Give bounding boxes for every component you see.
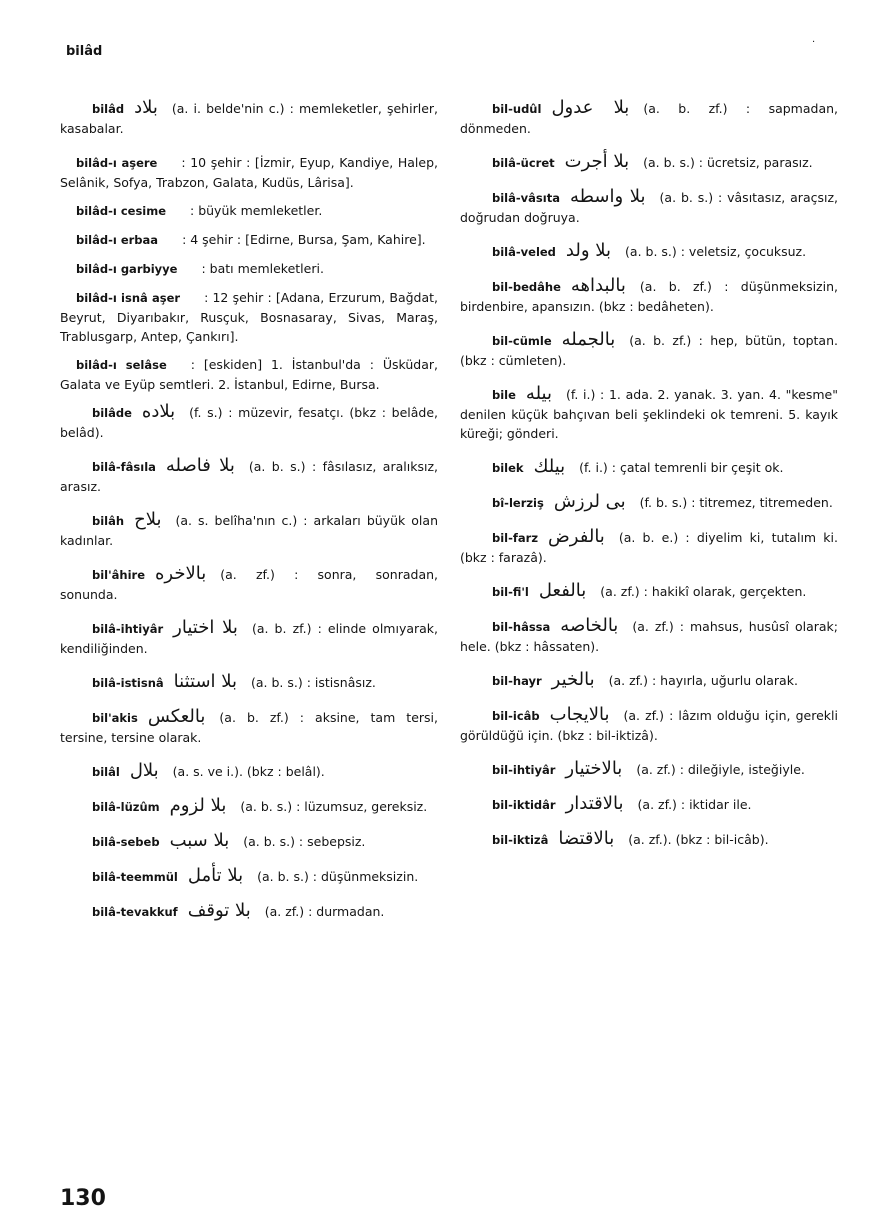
- dictionary-entry: [460, 492, 838, 513]
- entry-definition: (a. zf.). (bkz : bil-icâb).: [628, 832, 769, 847]
- running-head: bilâd: [66, 44, 103, 59]
- entry-headword: bilâd-ı erbaa: [76, 233, 159, 247]
- entry-arabic-script: بلا لزوم: [169, 795, 227, 816]
- entry-headword: bil-udûl: [492, 102, 542, 116]
- dictionary-entry: [60, 866, 438, 887]
- entry-definition: (a. b. zf.) : aksine, tam tersi, tersine, tersine olarak.: [60, 710, 438, 745]
- entry-definition: (a. b. zf.) : elinde olmıyarak, kendiliğinden.: [60, 621, 439, 656]
- entry-definition: (a. b. s.) : fâsılasız, aralıksız, arasız.: [60, 459, 438, 494]
- dictionary-entry: [460, 276, 838, 316]
- entry-definition: (a. b. s.) : düşünmeksizin.: [257, 869, 419, 884]
- dictionary-entry: [60, 707, 438, 747]
- entry-arabic-script: بلا ولد: [565, 240, 612, 261]
- dictionary-entry: [460, 98, 838, 138]
- entry-headword: bilâ-ücret: [492, 156, 555, 170]
- dictionary-entry: [60, 229, 438, 250]
- entry-headword: bilâ-sebeb: [92, 835, 160, 849]
- entry-arabic-script: بلا فاصله: [165, 455, 235, 476]
- entry-definition: (a. zf.) : lâzım olduğu için, gerekli görüldüğü için. (bkz : bil-iktizâ).: [460, 708, 838, 743]
- dictionary-entry: [60, 901, 438, 922]
- entry-definition: (a. b. s.) : vâsıtasız, araçsız, doğrudan doğruya.: [460, 190, 838, 225]
- entry-headword: bilâde: [92, 406, 132, 420]
- left-column: [60, 98, 438, 936]
- dictionary-entry: [460, 527, 838, 567]
- speck-mark: .: [812, 34, 816, 45]
- entry-headword: bil-ihtiyâr: [492, 763, 556, 777]
- entry-headword: bil-bedâhe: [492, 280, 561, 294]
- entry-definition: (a. b. s.) : lüzumsuz, gereksiz.: [240, 799, 428, 814]
- entry-definition: (a. s. ve i.). (bkz : belâl).: [172, 764, 325, 779]
- entry-arabic-script: بلا اختيار: [173, 617, 238, 638]
- entry-definition: (f. i.) : çatal temrenli bir çeşit ok.: [579, 460, 784, 475]
- entry-arabic-script: بيله: [525, 383, 552, 404]
- entry-definition: (f. s.) : müzevir, fesatçı. (bkz : belâde, belâd).: [60, 405, 438, 440]
- dictionary-entry: [460, 152, 838, 173]
- dictionary-entry: [60, 402, 438, 442]
- entry-headword: bilâl: [92, 765, 120, 779]
- dictionary-entry: [60, 761, 438, 782]
- entry-arabic-script: بلا أجرت: [564, 151, 630, 172]
- dictionary-entry: [60, 672, 438, 693]
- dictionary-entry: [60, 258, 438, 279]
- entry-definition: (a. zf.) : hakikî olarak, gerçekten.: [600, 584, 807, 599]
- entry-definition: : büyük memleketler.: [190, 203, 323, 218]
- entry-definition: : [eskiden] 1. İstanbul'da : Üsküdar, Galata ve Eyüp semtleri. 2. İstanbul, Edirne, Bursa.: [60, 357, 438, 392]
- entry-arabic-script: بالايجاب: [549, 704, 610, 725]
- dictionary-entry: [60, 564, 438, 604]
- entry-definition: (a. b. s.) : ücretsiz, parasız.: [643, 155, 813, 170]
- entry-arabic-script: بالفعل: [538, 580, 587, 601]
- entry-headword: bilâd-ı garbiyye: [76, 262, 178, 276]
- entry-arabic-script: بلا استثنا: [173, 671, 238, 692]
- entry-arabic-script: بالبداهه: [570, 275, 626, 296]
- dictionary-entry: [460, 581, 838, 602]
- entry-headword: bilâ-lüzûm: [92, 800, 160, 814]
- entry-headword: bil-fi'l: [492, 585, 529, 599]
- entry-headword: bilâd-ı cesime: [76, 204, 167, 218]
- entry-arabic-script: بالاقتضا: [558, 828, 615, 849]
- entry-arabic-script: بالاختيار: [565, 758, 623, 779]
- entry-headword: bil'akis: [92, 711, 138, 725]
- entry-headword: bilâh: [92, 514, 125, 528]
- dictionary-entry: [60, 200, 438, 221]
- entry-arabic-script: بلا سبب: [169, 830, 230, 851]
- dictionary-entry: [460, 616, 838, 656]
- entry-headword: bilâ-veled: [492, 245, 556, 259]
- entry-definition: (a. b. s.) : veletsiz, çocuksuz.: [625, 244, 807, 259]
- entry-definition: (a. b. s.) : istisnâsız.: [251, 675, 376, 690]
- entry-headword: bile: [492, 388, 516, 402]
- entry-headword: bilâd-ı aşere: [76, 156, 158, 170]
- dictionary-entry: [460, 187, 838, 227]
- dictionary-entry: [460, 384, 838, 443]
- entry-headword: bilâd: [92, 102, 125, 116]
- entry-definition: : 4 şehir : [Edirne, Bursa, Şam, Kahire].: [182, 232, 426, 247]
- entry-headword: bilâ-ihtiyâr: [92, 622, 164, 636]
- dictionary-entry: [460, 330, 838, 370]
- entry-definition: (a. b. zf.) : hep, bütün, toptan. (bkz : cümleten).: [460, 333, 838, 368]
- dictionary-entry: [460, 457, 838, 478]
- entry-headword: bilâ-fâsıla: [92, 460, 156, 474]
- entry-definition: (a. b. e.) : diyelim ki, tutalım ki. (bkz : farazâ).: [460, 530, 838, 565]
- entry-arabic-script: بالخير: [551, 669, 595, 690]
- dictionary-entry: [60, 796, 438, 817]
- entry-definition: (f. b. s.) : titremez, titremeden.: [639, 495, 833, 510]
- dictionary-entry: [460, 759, 838, 780]
- entry-definition: (a. zf.) : mahsus, husûsî olarak; hele. (bkz : hâssaten).: [460, 619, 838, 654]
- entry-arabic-script: بالفرض: [548, 526, 605, 547]
- dictionary-entry: [60, 510, 438, 550]
- entry-headword: bil-iktidâr: [492, 798, 556, 812]
- entry-definition: (a. zf.) : sonra, sonradan, sonunda.: [60, 567, 438, 602]
- entry-definition: (a. b. zf.) : düşünmeksizin, birdenbire, apansızın. (bkz : bedâheten).: [460, 279, 838, 314]
- dictionary-entry: [60, 618, 438, 658]
- entry-definition: (f. i.) : 1. ada. 2. yanak. 3. yan. 4. "kesme" denilen küçük bahçıvan beli şeklindeki ok temreni. 5. kayık küreği; gönderi.: [460, 387, 838, 441]
- entry-arabic-script: بالعكس: [147, 706, 206, 727]
- entry-arabic-script: بى لرزش: [553, 491, 626, 512]
- entry-definition: (a. b. s.) : sebepsiz.: [243, 834, 366, 849]
- entry-arabic-script: بالاقتدار: [565, 793, 624, 814]
- entry-arabic-script: بلاح: [134, 509, 162, 530]
- entry-headword: bilâd-ı selâse: [76, 358, 167, 372]
- dictionary-entry: [60, 831, 438, 852]
- entry-arabic-script: بالاخره: [155, 563, 207, 584]
- entry-arabic-script: بلال: [129, 760, 159, 781]
- entry-definition: (a. zf.) : dileğiyle, isteğiyle.: [636, 762, 805, 777]
- entry-arabic-script: بلاد: [134, 97, 158, 118]
- entry-headword: bilâd-ı isnâ aşer: [76, 291, 181, 305]
- entry-arabic-script: بالجمله: [561, 329, 616, 350]
- entry-headword: bil-cümle: [492, 334, 552, 348]
- dictionary-entry: [60, 152, 438, 192]
- entry-arabic-script: بلا واسطه: [569, 186, 646, 207]
- entry-arabic-script: بالخاصه: [560, 615, 619, 636]
- dictionary-entry: [460, 670, 838, 691]
- entry-headword: bil-icâb: [492, 709, 540, 723]
- dictionary-entry: [460, 829, 838, 850]
- dictionary-entry: [60, 287, 438, 346]
- entry-definition: (a. zf.) : iktidar ile.: [637, 797, 752, 812]
- entry-arabic-script: بلا عدول: [551, 97, 630, 118]
- entry-headword: bilek: [492, 461, 524, 475]
- entry-definition: (a. s. belîha'nın c.) : arkaları büyük olan kadınlar.: [60, 513, 438, 548]
- entry-definition: : 10 şehir : [İzmir, Eyup, Kandiye, Halep, Selânik, Sofya, Trabzon, Galata, Kudüs, Lârisa].: [60, 155, 438, 190]
- entry-definition: : batı memleketleri.: [201, 261, 324, 276]
- dictionary-entry: [60, 456, 438, 496]
- entry-headword: bî-lerziş: [492, 496, 544, 510]
- entry-arabic-script: بلاده: [141, 401, 176, 422]
- entry-definition: (a. i. belde'nin c.) : memleketler, şehirler, kasabalar.: [60, 101, 438, 136]
- entry-definition: : 12 şehir : [Adana, Erzurum, Bağdat, Beyrut, Diyarıbakır, Rusçuk, Bosnasaray, Sivas, Maraş, Trablusgarp, Antep, Çankırı].: [60, 290, 439, 344]
- dictionary-entry: [60, 98, 438, 138]
- page-number: 130: [60, 1186, 106, 1211]
- entry-headword: bil'âhire: [92, 568, 145, 582]
- entry-headword: bil-iktizâ: [492, 833, 549, 847]
- dictionary-entry: [460, 794, 838, 815]
- entry-arabic-script: بيلك: [533, 456, 566, 477]
- entry-arabic-script: بلا توقف: [187, 900, 251, 921]
- entry-arabic-script: بلا تأمل: [187, 865, 244, 886]
- dictionary-entry: [60, 354, 438, 394]
- entry-headword: bilâ-istisnâ: [92, 676, 164, 690]
- dictionary-entry: [460, 705, 838, 745]
- entry-headword: bil-hâssa: [492, 620, 551, 634]
- entry-headword: bilâ-tevakkuf: [92, 905, 178, 919]
- dictionary-entry: [460, 241, 838, 262]
- entry-definition: (a. zf.) : hayırla, uğurlu olarak.: [608, 673, 798, 688]
- entry-headword: bilâ-teemmül: [92, 870, 178, 884]
- right-column: [460, 98, 838, 864]
- entry-headword: bil-farz: [492, 531, 539, 545]
- entry-headword: bil-hayr: [492, 674, 542, 688]
- entry-definition: (a. b. zf.) : sapmadan, dönmeden.: [460, 101, 838, 136]
- entry-definition: (a. zf.) : durmadan.: [264, 904, 385, 919]
- entry-headword: bilâ-vâsıta: [492, 191, 560, 205]
